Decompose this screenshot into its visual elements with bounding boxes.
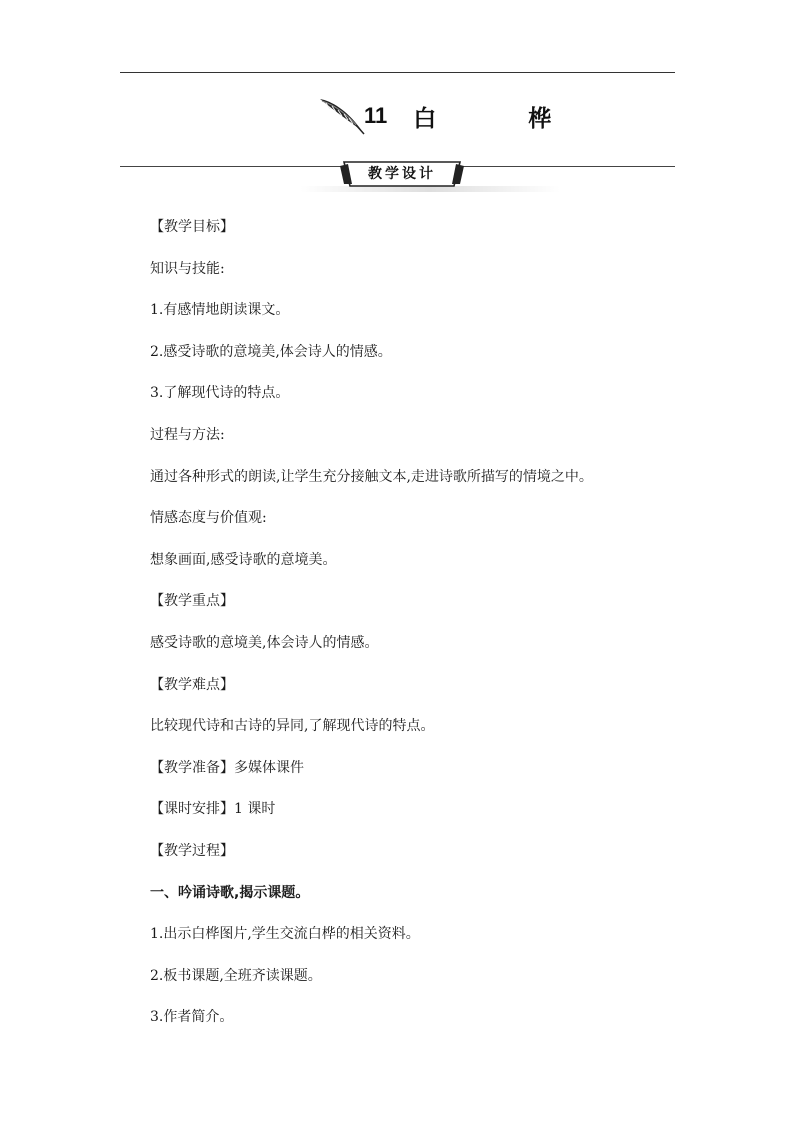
paragraph: 想象画面,感受诗歌的意境美。 xyxy=(150,551,337,568)
lesson-number: 11 xyxy=(364,103,388,128)
objective-item: 3.了解现代诗的特点。 xyxy=(150,385,290,402)
section-label: 教学设计 xyxy=(368,166,436,182)
lesson-content xyxy=(150,213,690,1045)
step-item: 2.板书课题,全班齐读课题。 xyxy=(150,967,322,984)
subheading-process-method: 过程与方法: xyxy=(150,426,225,443)
paragraph: 比较现代诗和古诗的异同,了解现代诗的特点。 xyxy=(150,718,435,735)
heading-preparation: 【教学准备】多媒体课件 xyxy=(150,759,304,776)
paragraph: 通过各种形式的朗读,让学生充分接触文本,走进诗歌所描写的情境之中。 xyxy=(150,468,593,485)
step-item: 1.出示白桦图片,学生交流白桦的相关资料。 xyxy=(150,926,420,943)
section-badge xyxy=(338,160,466,188)
heading-objectives: 【教学目标】 xyxy=(150,219,234,235)
heading-difficulties: 【教学难点】 xyxy=(150,676,234,693)
step-item: 3.作者简介。 xyxy=(150,1009,234,1026)
subheading-attitude-values: 情感态度与价值观: xyxy=(150,510,267,527)
heading-schedule: 【课时安排】1 课时 xyxy=(150,801,276,818)
heading-key-points: 【教学重点】 xyxy=(150,593,234,610)
lesson-name: 白 桦 xyxy=(413,105,594,132)
step-heading: 一、吟诵诗歌,揭示课题。 xyxy=(150,884,310,901)
objective-item: 2.感受诗歌的意境美,体会诗人的情感。 xyxy=(150,343,392,360)
lesson-title xyxy=(318,94,593,138)
top-rule xyxy=(120,72,675,73)
subheading-knowledge-skills: 知识与技能: xyxy=(150,260,225,277)
objective-item: 1.有感情地朗读课文。 xyxy=(150,302,290,319)
paragraph: 感受诗歌的意境美,体会诗人的情感。 xyxy=(150,634,379,651)
heading-process: 【教学过程】 xyxy=(150,842,234,859)
feather-quill-icon xyxy=(318,97,366,135)
